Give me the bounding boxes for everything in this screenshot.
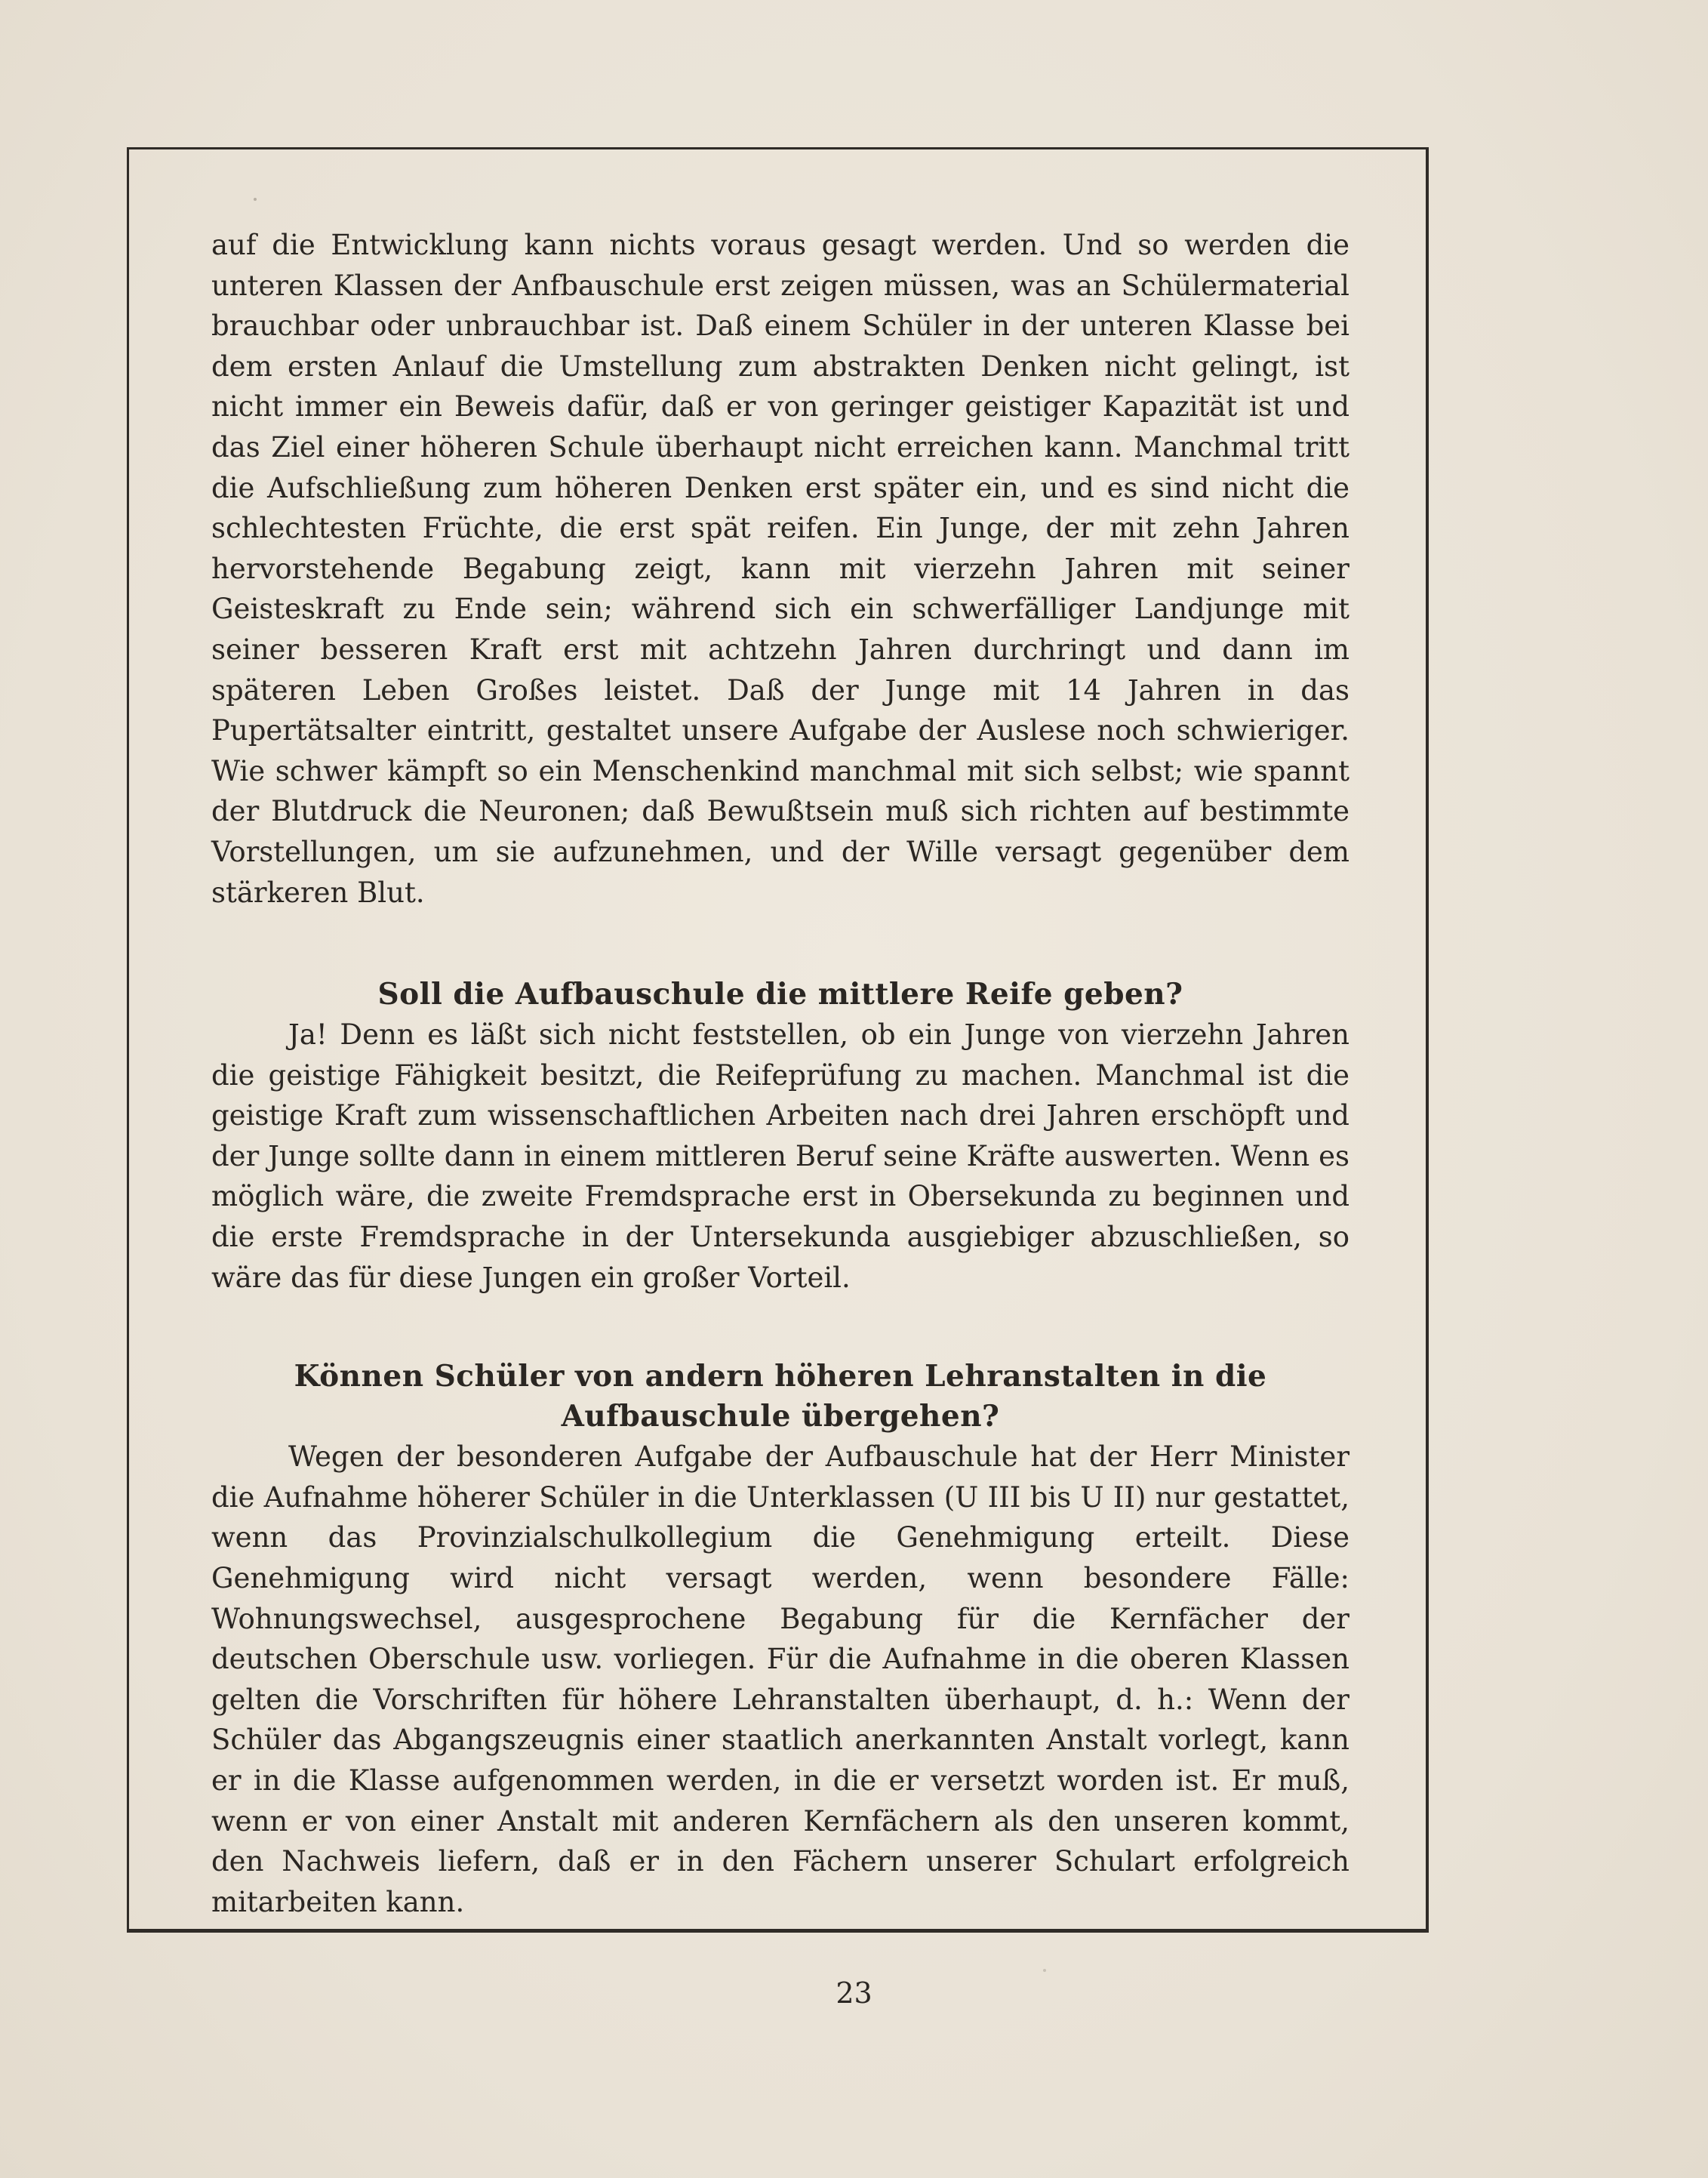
page-number: 23	[836, 1976, 872, 2010]
paper-speck	[1043, 1969, 1046, 1972]
section-heading-mittlere-reife: Soll die Aufbauschule die mittlere Reife geben?	[377, 977, 1183, 1012]
continued-paragraph: auf die Entwicklung kann nichts voraus gesagt werden. Und so werden die unteren Klassen der Anfbauschule erst zeigen müssen, was an Schülermaterial brauchbar oder unbrauchbar ist. Daß einem Schüler in der unteren Klasse bei dem ersten Anlauf die Umstellung zum abstrakten Denken nicht gelingt, ist nicht immer ein Beweis dafür, daß er von geringer geistiger Kapazität ist und das Ziel einer höheren Schule überhaupt nicht erreichen kann. Manchmal tritt die Aufschließung zum höheren Denken erst später ein, und es sind nicht die schlechtesten Früchte, die erst spät reifen. Ein Junge, der mit zehn Jahren hervorstehende Begabung zeigt, kann mit vierzehn Jahren mit seiner Geisteskraft zu Ende sein; während sich ein schwerfälliger Landjunge mit seiner besseren Kraft erst mit achtzehn Jahren durchringt und dann im späteren Leben Großes leistet. Daß der Junge mit 14 Jahren in das Pupertätsalter eintritt, gestaltet unsere Aufgabe der Auslese noch schwieriger. Wie schwer kämpft so ein Menschenkind manchmal mit sich selbst; wie spannt der Blutdruck die Neuronen; daß Bewußtsein muß sich richten auf bestimmte Vorstellungen, um sie aufzunehmen, und der Wille versagt gegenüber dem stärkeren Blut.	[211, 229, 1349, 909]
section-body-uebergang: Wegen der besonderen Aufgabe der Aufbauschule hat der Herr Minister die Aufnahme höherer Schüler in die Unterklassen (U III bis U II) nur gestattet, wenn das Provinzialschulkollegium die Genehmigung erteilt. Diese Genehmigung wird nicht versagt werden, wenn besondere Fälle: Wohnungswechsel, ausgesprochene Begabung für die Kernfächer der deutschen Oberschule usw. vorliegen. Für die Aufnahme in die oberen Klassen gelten die Vorschriften für höhere Lehranstalten überhaupt, d. h.: Wenn der Schüler das Abgangszeugnis einer staatlich anerkannten Anstalt vorlegt, kann er in die Klasse aufgenommen werden, in die er versetzt worden ist. Er muß, wenn er von einer Anstalt mit anderen Kernfächern als den unseren kommt, den Nachweis liefern, daß er in den Fächern unserer Schulart erfolgreich mitarbeiten kann.	[211, 1440, 1349, 1918]
page-content	[211, 225, 1349, 1922]
section-body-mittlere-reife: Ja! Denn es läßt sich nicht feststellen, ob ein Junge von vierzehn Jahren die geistige Fähigkeit besitzt, die Reifeprüfung zu machen. Manchmal ist die geistige Kraft zum wissenschaftlichen Arbeiten nach drei Jahren erschöpft und der Junge sollte dann in einem mittleren Beruf seine Kräfte auswerten. Wenn es möglich wäre, die zweite Fremdsprache erst in Obersekunda zu beginnen und die erste Fremdsprache in der Untersekunda ausgiebiger abzuschließen, so wäre das für diese Jungen ein großer Vorteil.	[211, 1018, 1349, 1294]
section-heading-uebergang: Können Schüler von andern höheren Lehranstalten in die Aufbauschule übergehen?	[294, 1359, 1267, 1434]
